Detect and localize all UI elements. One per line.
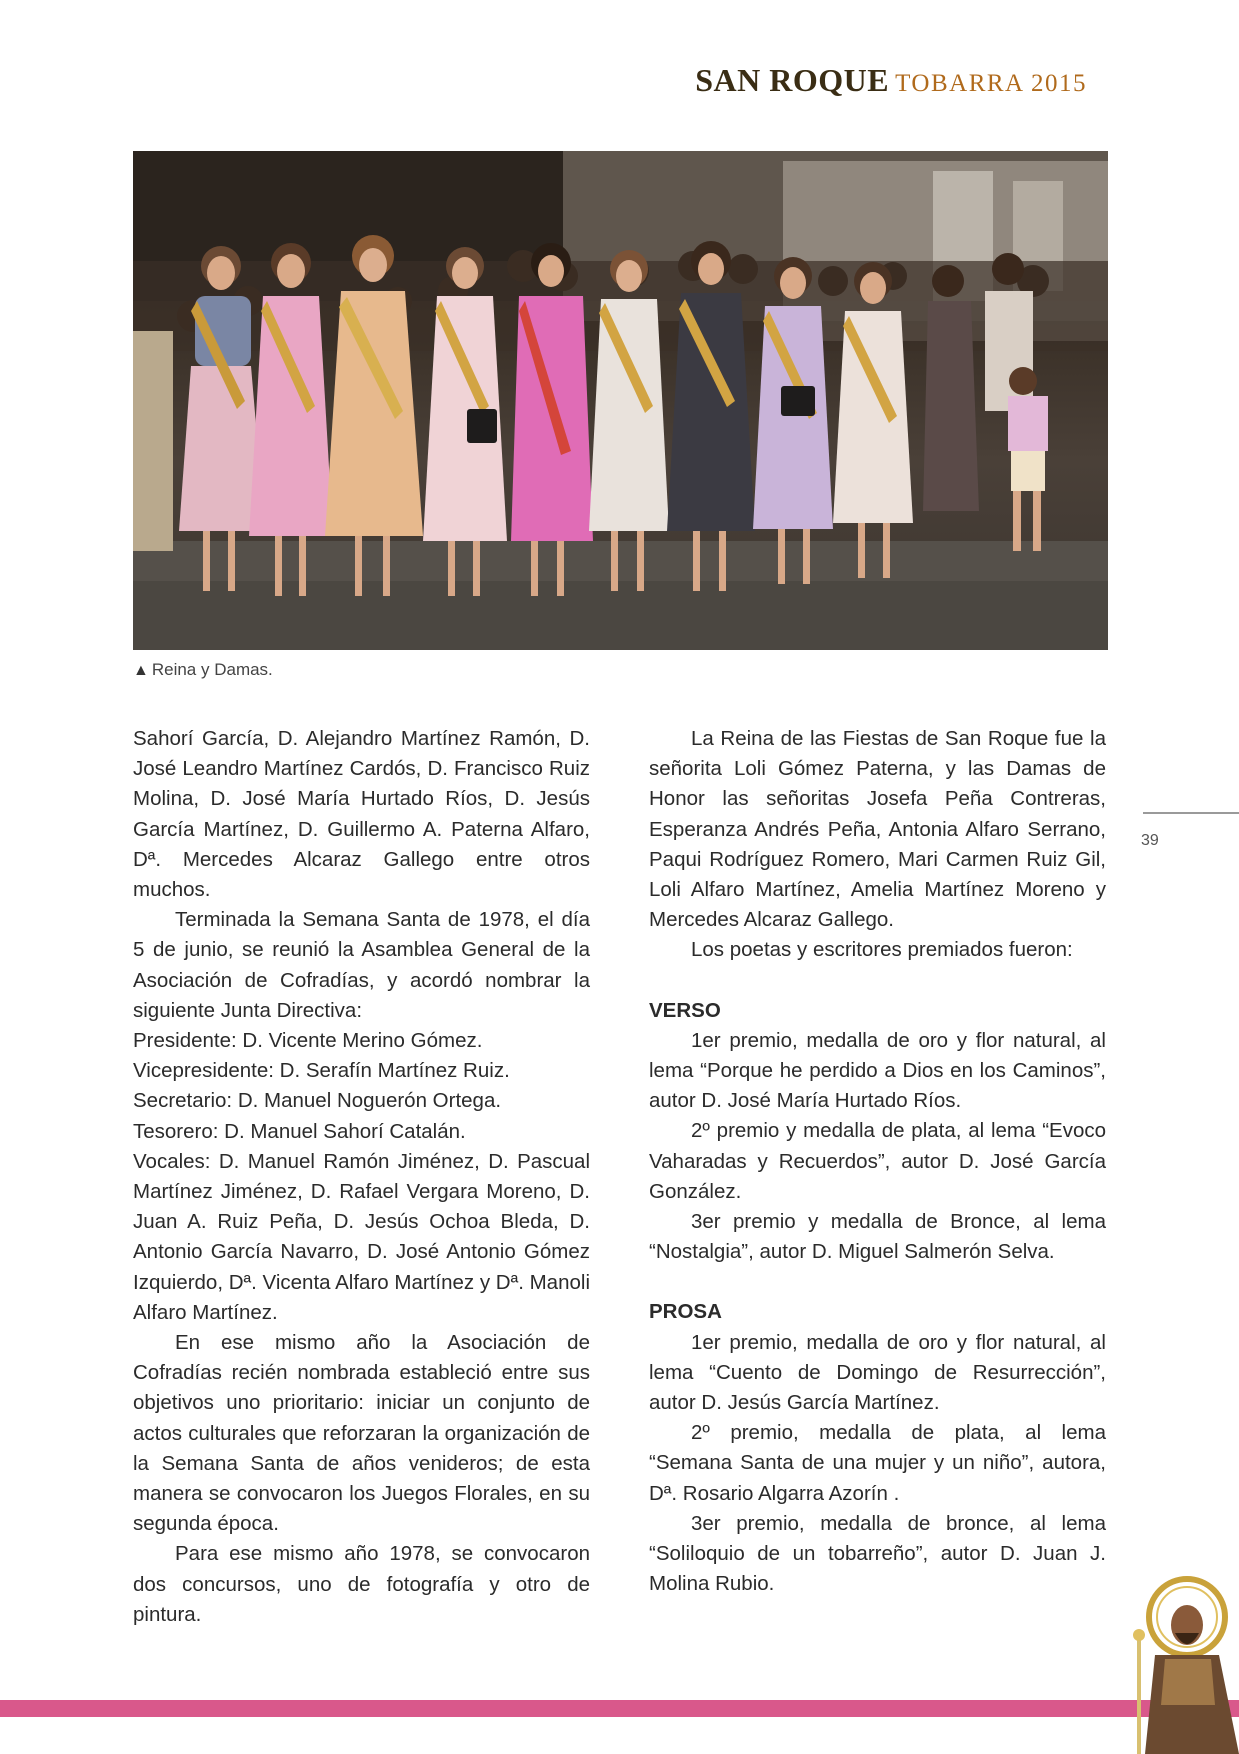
side-rule (1143, 812, 1239, 814)
section-heading-prosa: PROSA (649, 1300, 722, 1324)
paragraph: 2º premio, medalla de plata, al lema “Semana Santa de una mujer y un niño”, autora, Dª. Rosario Algarra Azorín . (649, 1421, 1106, 1505)
paragraph: 1er premio, medalla de oro y flor natural, al lema “Cuento de Domingo de Resurrección”, autor D. Jesús García Martínez. (649, 1330, 1106, 1415)
page-number: 39 (1141, 832, 1159, 849)
bottom-accent-bar (0, 1700, 1239, 1717)
paragraph: La Reina de las Fiestas de San Roque fue la señorita Loli Gómez Paterna, y las Damas de Honor las señoritas Josefa Peña Contreras, Esperanza Andrés Peña, Antonia Alfaro Serrano, Paqui Rodríguez Romero, Mari Carmen Ruiz Gil, Loli Alfaro Martínez, Amelia Martínez Moreno y Mercedes Alcaraz Gallego. (649, 727, 1106, 932)
header-subtitle: TOBARRA 2015 (895, 70, 1087, 97)
saint-statue-illustration (1115, 1555, 1239, 1754)
section-heading-verso: VERSO (649, 998, 721, 1022)
list-item: Vicepresidente: D. Serafín Martínez Ruiz. (133, 1059, 510, 1083)
paragraph: Terminada la Semana Santa de 1978, el día 5 de junio, se reunió la Asamblea General de la Asociación de Cofradías, y acordó nombrar la siguiente Junta Directiva: (133, 908, 590, 1022)
photo-caption (133, 660, 273, 680)
list-item: Vocales: D. Manuel Ramón Jiménez, D. Pascual Martínez Jiménez, D. Rafael Vergara Moreno, D. Juan A. Ruiz Peña, D. Jesús Ochoa Bleda, D. Antonio García Navarro, D. José Antonio Gómez Izquierdo, Dª. Vicenta Alfaro Martínez y Dª. Manoli Alfaro Martínez. (133, 1149, 590, 1324)
paragraph: Los poetas y escritores premiados fueron: (691, 938, 1073, 962)
paragraph: 3er premio, medalla de bronce, al lema “Soliloquio de un tobarreño”, autor D. Juan J. Molina Rubio. (649, 1511, 1106, 1596)
left-column (133, 724, 590, 1630)
right-column (649, 724, 1106, 1599)
photo-illustration (133, 151, 1108, 650)
triangle-up-icon: ▲ (133, 662, 149, 679)
list-item: Secretario: D. Manuel Noguerón Ortega. (133, 1089, 502, 1113)
paragraph: Sahorí García, D. Alejandro Martínez Ramón, D. José Leandro Martínez Cardós, D. Francisco Ruiz Molina, D. José María Hurtado Ríos, D. Jesús García Martínez, D. Guillermo A. Paterna Alfaro, Dª. Mercedes Alcaraz Gallego entre otros muchos. (133, 727, 590, 902)
photo-reina-y-damas (133, 151, 1108, 650)
list-item: Presidente: D. Vicente Merino Gómez. (133, 1029, 483, 1053)
paragraph: Para ese mismo año 1978, se convocaron dos concursos, uno de fotografía y otro de pintura. (133, 1542, 590, 1626)
paragraph: En ese mismo año la Asociación de Cofradías recién nombrada estableció entre sus objetivos uno prioritario: iniciar un conjunto de actos culturales que reforzaran la organización de la Semana Santa de años venideros; de esta manera se convocaron los Juegos Florales, en su segunda época. (133, 1331, 590, 1536)
caption-text: Reina y Damas. (151, 660, 273, 679)
paragraph: 2º premio y medalla de plata, al lema “Evoco Vaharadas y Recuerdos”, autor D. José García González. (649, 1119, 1106, 1203)
running-header (695, 62, 1087, 99)
paragraph: 3er premio y medalla de Bronce, al lema “Nostalgia”, autor D. Miguel Salmerón Selva. (649, 1210, 1106, 1264)
list-item: Tesorero: D. Manuel Sahorí Catalán. (133, 1119, 466, 1143)
paragraph: 1er premio, medalla de oro y flor natural, al lema “Porque he perdido a Dios en los Caminos”, autor D. José María Hurtado Ríos. (649, 1028, 1106, 1113)
header-title: SAN ROQUE (695, 62, 890, 98)
